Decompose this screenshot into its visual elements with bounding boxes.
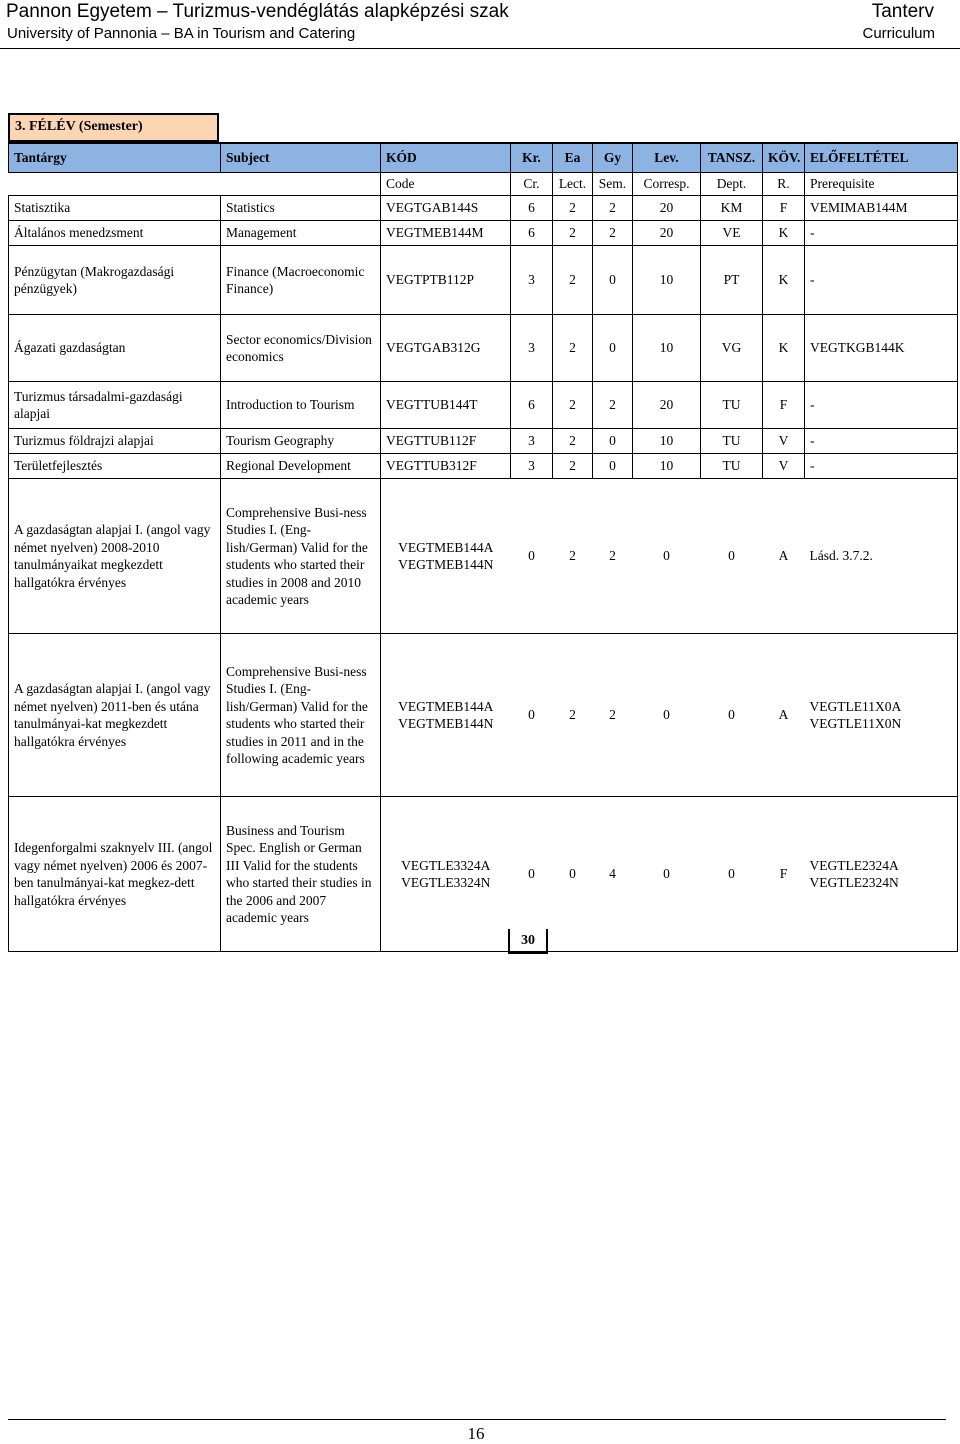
table-row: [9, 479, 958, 634]
table-cell-hu: Turizmus földrajzi alapjai: [9, 429, 221, 454]
table-cell-lev: 10: [633, 315, 701, 382]
table-cell-en: Finance (Macroeconomic Finance): [221, 246, 381, 315]
table-cell-cr: 3: [511, 246, 553, 315]
table-cell-dept: VG: [701, 315, 763, 382]
table-cell-gy: 0: [593, 315, 633, 382]
table-cell-code: VEGTMEB144A VEGTMEB144N: [381, 634, 511, 797]
table-cell-dept: TU: [701, 382, 763, 429]
table-cell-cr: 6: [511, 196, 553, 221]
table-cell-cr: 6: [511, 382, 553, 429]
col-header: Kr.: [511, 143, 553, 173]
table-cell-pre: -: [805, 454, 958, 479]
header-row-en: [9, 173, 958, 196]
col-header: Tantárgy: [9, 143, 221, 173]
table-row: [9, 196, 958, 221]
table-cell-r: K: [763, 246, 805, 315]
table-cell-gy: 2: [593, 634, 633, 797]
table-cell-ea: 2: [553, 634, 593, 797]
table-row: [9, 246, 958, 315]
table-cell-code: VEGTGAB144S: [381, 196, 511, 221]
table-cell-code: VEGTTUB112F: [381, 429, 511, 454]
table-cell-hu: A gazdaságtan alapjai I. (angol vagy német nyelven) 2008-2010 tanulmányaikat megkezdett hallgatókra érvényes: [9, 479, 221, 634]
table-cell-dept: PT: [701, 246, 763, 315]
table-cell-gy: 2: [593, 221, 633, 246]
table-cell-ea: 2: [553, 221, 593, 246]
col-subheader: R.: [763, 173, 805, 196]
col-header: ELŐFELTÉTEL: [805, 143, 958, 173]
page-number: 16: [467, 1424, 485, 1443]
table-cell-gy: 0: [593, 246, 633, 315]
table-cell-ea: 2: [553, 454, 593, 479]
col-subheader: [9, 173, 221, 196]
table-cell-lev: 20: [633, 221, 701, 246]
table-cell-en: Comprehensive Busi-ness Studies I. (Eng-lish/German) Valid for the students who started their studies in 2008 and 2010 academic years: [221, 479, 381, 634]
table-row: [9, 797, 958, 952]
table-cell-code: VEGTMEB144M: [381, 221, 511, 246]
header-row-hu: [9, 143, 958, 173]
col-subheader: [221, 173, 381, 196]
table-cell-lev: 0: [633, 634, 701, 797]
table-row: [9, 429, 958, 454]
table-cell-ea: 2: [553, 246, 593, 315]
table-cell-dept: KM: [701, 196, 763, 221]
table-cell-hu: Ágazati gazdaságtan: [9, 315, 221, 382]
table-cell-pre: -: [805, 221, 958, 246]
table-cell-ea: 0: [553, 797, 593, 952]
table-cell-en: Sector economics/Division economics: [221, 315, 381, 382]
table-cell-lev: 0: [633, 797, 701, 952]
table-cell-en: Tourism Geography: [221, 429, 381, 454]
table-cell-hu: Pénzügytan (Makrogazdasági pénzügyek): [9, 246, 221, 315]
table-cell-lev: 10: [633, 429, 701, 454]
table-cell-ea: 2: [553, 196, 593, 221]
table-cell-pre: VEMIMAB144M: [805, 196, 958, 221]
table-cell-r: A: [763, 479, 805, 634]
table-cell-gy: 2: [593, 479, 633, 634]
table-cell-en: Introduction to Tourism: [221, 382, 381, 429]
col-header: Ea: [553, 143, 593, 173]
table-row: [9, 454, 958, 479]
table-cell-r: F: [763, 382, 805, 429]
table-cell-ea: 2: [553, 382, 593, 429]
header-right-hu: Tanterv: [871, 1, 934, 22]
table-cell-r: A: [763, 634, 805, 797]
table-cell-code: VEGTPTB112P: [381, 246, 511, 315]
table-cell-cr: 6: [511, 221, 553, 246]
table-cell-en: Management: [221, 221, 381, 246]
table-cell-lev: 10: [633, 246, 701, 315]
col-header: Gy: [593, 143, 633, 173]
table-cell-code: VEGTTUB144T: [381, 382, 511, 429]
table-cell-pre: VEGTKGB144K: [805, 315, 958, 382]
table-cell-hu: Általános menedzsment: [9, 221, 221, 246]
table-cell-code: VEGTTUB312F: [381, 454, 511, 479]
table-cell-r: K: [763, 221, 805, 246]
footer-rule: [8, 1419, 946, 1420]
table-cell-lev: 20: [633, 382, 701, 429]
table-cell-pre: VEGTLE2324A VEGTLE2324N: [805, 797, 958, 952]
table-cell-lev: 10: [633, 454, 701, 479]
table-cell-r: F: [763, 196, 805, 221]
table-cell-r: K: [763, 315, 805, 382]
col-header: TANSZ.: [701, 143, 763, 173]
table-cell-r: V: [763, 454, 805, 479]
credit-total: 30: [508, 929, 548, 954]
table-cell-hu: Területfejlesztés: [9, 454, 221, 479]
table-cell-dept: TU: [701, 454, 763, 479]
table-cell-gy: 2: [593, 382, 633, 429]
table-cell-pre: Lásd. 3.7.2.: [805, 479, 958, 634]
col-subheader: Prerequisite: [805, 173, 958, 196]
header-right-en: Curriculum: [862, 25, 935, 42]
table-cell-gy: 4: [593, 797, 633, 952]
table-cell-ea: 2: [553, 429, 593, 454]
col-subheader: Cr.: [511, 173, 553, 196]
table-cell-en: Business and Tourism Spec. English or German III Valid for the students who started their studies in the 2006 and 2007 academic years: [221, 797, 381, 952]
table-cell-lev: 0: [633, 479, 701, 634]
col-subheader: Dept.: [701, 173, 763, 196]
table-cell-hu: Idegenforgalmi szaknyelv III. (angol vagy német nyelven) 2006 és 2007-ben tanulmányai-kat megkez-dett hallgatókra érvényes: [9, 797, 221, 952]
page-header: [0, 0, 960, 49]
table-row: [9, 221, 958, 246]
table-cell-pre: -: [805, 429, 958, 454]
table-cell-dept: 0: [701, 797, 763, 952]
table-cell-pre: -: [805, 382, 958, 429]
table-cell-hu: Turizmus társadalmi-gazdasági alapjai: [9, 382, 221, 429]
table-cell-r: F: [763, 797, 805, 952]
col-subheader: Corresp.: [633, 173, 701, 196]
table-cell-cr: 0: [511, 797, 553, 952]
table-cell-ea: 2: [553, 479, 593, 634]
table-cell-cr: 3: [511, 454, 553, 479]
col-header: Lev.: [633, 143, 701, 173]
table-cell-pre: -: [805, 246, 958, 315]
table-cell-code: VEGTGAB312G: [381, 315, 511, 382]
table-cell-dept: VE: [701, 221, 763, 246]
table-cell-dept: TU: [701, 429, 763, 454]
table-cell-ea: 2: [553, 315, 593, 382]
table-cell-cr: 0: [511, 634, 553, 797]
table-cell-dept: 0: [701, 479, 763, 634]
curriculum-table: [8, 142, 958, 952]
table-row: [9, 634, 958, 797]
table-cell-cr: 3: [511, 429, 553, 454]
col-header: KÓD: [381, 143, 511, 173]
table-cell-cr: 3: [511, 315, 553, 382]
table-cell-cr: 0: [511, 479, 553, 634]
table-cell-pre: VEGTLE11X0A VEGTLE11X0N: [805, 634, 958, 797]
table-cell-gy: 0: [593, 454, 633, 479]
table-cell-en: Regional Development: [221, 454, 381, 479]
col-header: KÖV.: [763, 143, 805, 173]
semester-label: 3. FÉLÉV (Semester): [8, 113, 219, 142]
table-cell-hu: A gazdaságtan alapjai I. (angol vagy német nyelven) 2011-ben és utána tanulmányai-kat megkezdett hallgatókra érvényes: [9, 634, 221, 797]
table-cell-code: VEGTLE3324A VEGTLE3324N: [381, 797, 511, 952]
table-cell-dept: 0: [701, 634, 763, 797]
col-subheader: Lect.: [553, 173, 593, 196]
table-cell-en: Statistics: [221, 196, 381, 221]
table-cell-gy: 2: [593, 196, 633, 221]
table-cell-gy: 0: [593, 429, 633, 454]
col-subheader: Sem.: [593, 173, 633, 196]
table-row: [9, 382, 958, 429]
table-cell-r: V: [763, 429, 805, 454]
col-header: Subject: [221, 143, 381, 173]
table-cell-code: VEGTMEB144A VEGTMEB144N: [381, 479, 511, 634]
col-subheader: Code: [381, 173, 511, 196]
header-title-hu: Pannon Egyetem – Turizmus-vendéglátás alapképzési szak: [6, 1, 509, 22]
table-cell-en: Comprehensive Busi-ness Studies I. (Eng-lish/German) Valid for the students who started their studies in 2011 and in the following academic years: [221, 634, 381, 797]
table-cell-lev: 20: [633, 196, 701, 221]
header-title-en: University of Pannonia – BA in Tourism and Catering: [7, 25, 356, 42]
table-cell-hu: Statisztika: [9, 196, 221, 221]
table-row: [9, 315, 958, 382]
